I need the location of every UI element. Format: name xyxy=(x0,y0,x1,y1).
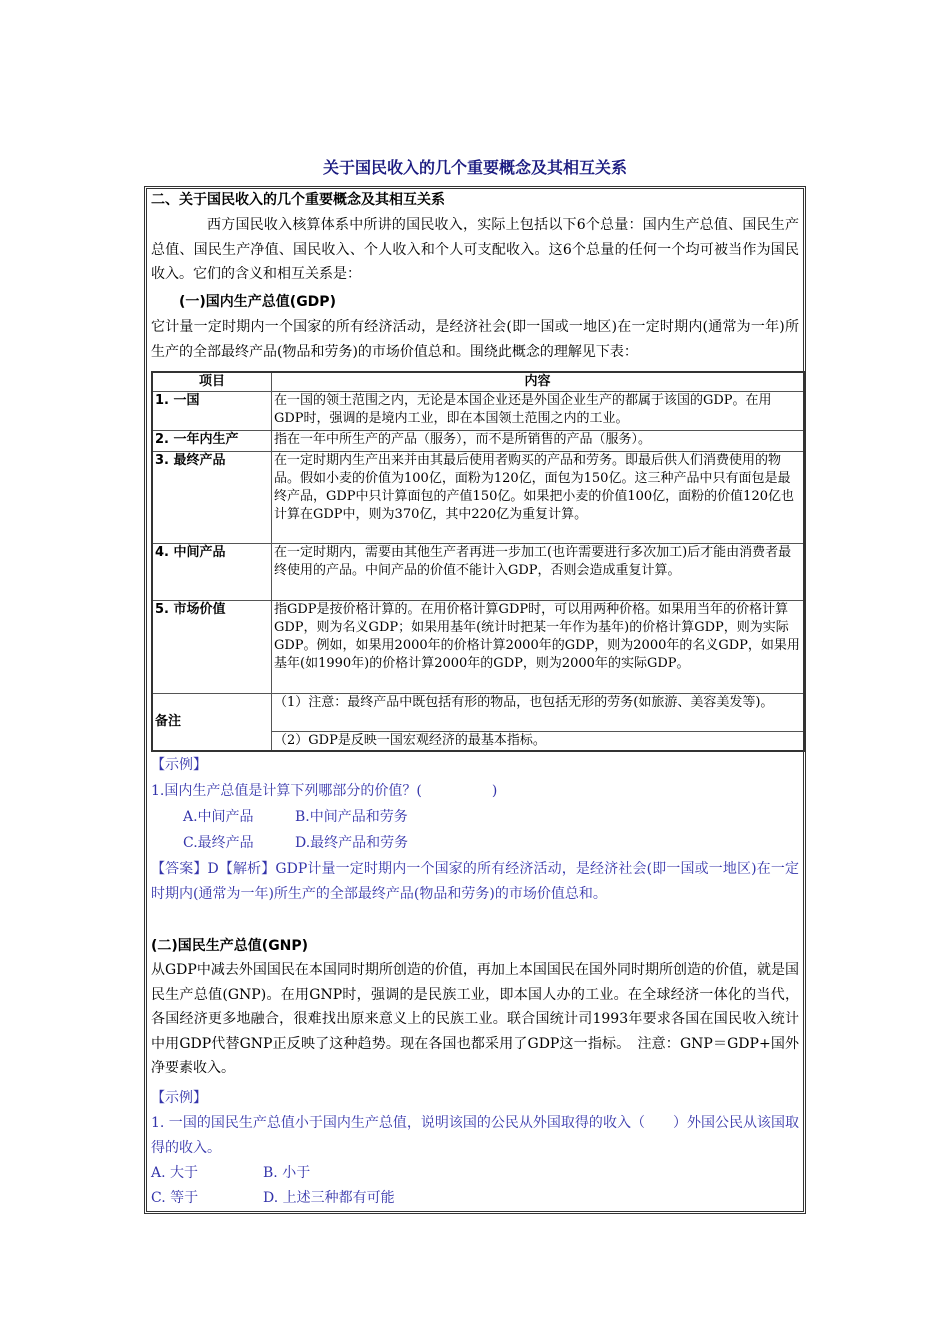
row-key: 3. 最终产品 xyxy=(152,452,272,544)
page-title: 关于国民收入的几个重要概念及其相互关系 xyxy=(322,158,627,177)
table-row xyxy=(152,601,804,694)
row-value: 在一国的领土范围之内，无论是本国企业还是外国企业生产的都属于该国的GDP。在用GDP时，强调的是境内工业，即在本国领土范围之内的工业。 xyxy=(272,392,805,431)
option-c: C. 等于 xyxy=(151,1190,199,1206)
row-value: 指GDP是按价格计算的。在用价格计算GDP时，可以用两种价格。如果用当年的价格计算GDP，则为名义GDP；如果用基年(统计时把某一年作为基年)的价格计算GDP，则为实际GDP。例如，如果用2000年的价格计算2000年的GDP，则为2000年的名义GDP，如果用基年(如1990年)的价格计算2000年的GDP，则为2000年的实际GDP。 xyxy=(272,601,805,694)
row-value: 在一定时期内生产出来并由其最后使用者购买的产品和劳务。即最后供人们消费使用的物品。假如小麦的价值为100亿，面粉为120亿，面包为150亿。这三种产品中只有面包是最终产品，GDP中只计算面包的产值150亿。如果把小麦的价值100亿，面粉的价值120亿也计算在GDP中，则为370亿，其中220亿为重复计算。 xyxy=(272,452,805,544)
option-a: A.中间产品 xyxy=(183,809,254,825)
example-tag: 【示例】 xyxy=(151,1090,207,1106)
row-key: 2. 一年内生产 xyxy=(152,431,272,452)
example-tag: 【示例】 xyxy=(151,757,207,773)
table-row xyxy=(152,544,804,601)
col-item-header: 项目 xyxy=(152,372,272,392)
example-options-row xyxy=(151,1161,799,1186)
gdp-table xyxy=(151,371,805,752)
option-d: D.最终产品和劳务 xyxy=(295,835,409,851)
note-key: 备注 xyxy=(152,694,272,752)
option-d: D. 上述三种都有可能 xyxy=(263,1190,395,1206)
row-value: 指在一年中所生产的产品（服务），而不是所销售的产品（服务）。 xyxy=(272,431,805,452)
section-heading: 二、关于国民收入的几个重要概念及其相互关系 xyxy=(151,192,445,208)
example-question: 1. 一国的国民生产总值小于国内生产总值，说明该国的公民从外国取得的收入（ ）外国公民从该国取得的收入。 xyxy=(151,1115,799,1156)
table-note-row xyxy=(152,694,804,732)
gdp-paragraph: 它计量一定时期内一个国家的所有经济活动，是经济社会(即一国或一地区)在一定时期内(通常为一年)所生产的全部最终产品(物品和劳务)的市场价值总和。围绕此概念的理解见下表： xyxy=(151,319,799,360)
example-options-row xyxy=(151,1186,799,1211)
note-1: （1）注意：最终产品中既包括有形的物品，也包括无形的劳务(如旅游、美容美发等)。 xyxy=(272,694,805,732)
row-key: 1. 一国 xyxy=(152,392,272,431)
example-options-row xyxy=(183,805,799,830)
gnp-paragraph: 从GDP中减去外国国民在本国同时期所创造的价值，再加上本国国民在国外同时期所创造的价值，就是国民生产总值(GNP)。在用GNP时，强调的是民族工业，即本国人办的工业。在全球经济一体化的当代，各国经济更多地融合，很难找出原来意义上的民族工业。联合国统计司1993年要求各国在国民收入统计中用GDP代替GNP正反映了这种趋势。现在各国也都采用了GDP这一指标。 注意：GNP＝GDP+国外净要素收入。 xyxy=(151,962,799,1076)
table-header-row xyxy=(152,372,804,392)
option-b: B. 小于 xyxy=(263,1165,311,1181)
option-b: B.中间产品和劳务 xyxy=(295,809,408,825)
table-row xyxy=(152,431,804,452)
table-row xyxy=(152,452,804,544)
gnp-heading: (二)国民生产总值(GNP) xyxy=(151,938,309,954)
row-value: 在一定时期内，需要由其他生产者再进一步加工(也许需要进行多次加工)后才能由消费者最终使用的产品。中间产品的价值不能计入GDP，否则会造成重复计算。 xyxy=(272,544,805,601)
gdp-heading: (一)国内生产总值(GDP) xyxy=(179,294,336,310)
row-key: 4. 中间产品 xyxy=(152,544,272,601)
content-box xyxy=(144,186,806,1214)
example-question: 1.国内生产总值是计算下列哪部分的价值？( ) xyxy=(151,783,498,799)
option-a: A. 大于 xyxy=(151,1165,199,1181)
row-key: 5. 市场价值 xyxy=(152,601,272,694)
example-options-row xyxy=(183,831,799,856)
example-answer: 【答案】D【解析】GDP计量一定时期内一个国家的所有经济活动，是经济社会(即一国或一地区)在一定时期内(通常为一年)所生产的全部最终产品(物品和劳务)的市场价值总和。 xyxy=(151,861,799,902)
intro-paragraph: 西方国民收入核算体系中所讲的国民收入，实际上包括以下6个总量：国内生产总值、国民生产总值、国民生产净值、国民收入、个人收入和个人可支配收入。这6个总量的任何一个均可被当作为国民收入。它们的含义和相互关系是： xyxy=(151,217,799,282)
col-content-header: 内容 xyxy=(272,372,805,392)
note-2: （2）GDP是反映一国宏观经济的最基本指标。 xyxy=(272,732,805,752)
option-c: C.最终产品 xyxy=(183,835,254,851)
table-row xyxy=(152,392,804,431)
